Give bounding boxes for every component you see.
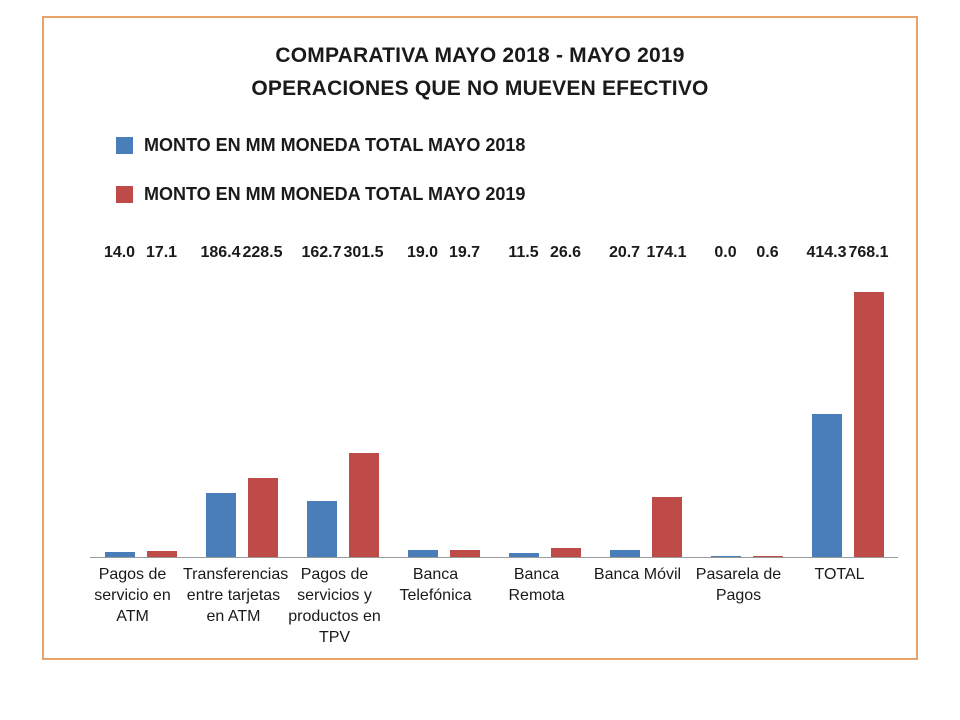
bar-item[interactable] (608, 244, 641, 557)
bar-item[interactable] (200, 244, 241, 557)
category-axis-labels (82, 564, 904, 664)
bar[interactable] (509, 553, 539, 557)
bar-item[interactable] (343, 244, 384, 557)
bar-value-label: 174.1 (646, 244, 687, 261)
bar[interactable] (147, 551, 177, 557)
bar-item[interactable] (103, 244, 136, 557)
bar-value-label: 19.0 (406, 244, 439, 261)
bar-item[interactable] (508, 244, 539, 557)
bar[interactable] (610, 550, 640, 557)
bar-value-label: 26.6 (549, 244, 582, 261)
bar[interactable] (854, 292, 884, 557)
bar-value-label: 414.3 (806, 244, 847, 261)
category-label: Pasarela de Pagos (695, 566, 782, 605)
bar[interactable] (652, 497, 682, 557)
bar-group (797, 244, 898, 557)
bar-group (90, 244, 191, 557)
bar-item[interactable] (448, 244, 481, 557)
bar[interactable] (248, 478, 278, 557)
bar[interactable] (408, 550, 438, 557)
bar-group (292, 244, 393, 557)
legend-label-2018: MONTO EN MM MONEDA TOTAL MAYO 2018 (144, 135, 526, 156)
axis-baseline (90, 557, 898, 558)
category-label: Transferencias entre tarjetas en ATM (183, 566, 289, 626)
bar-group (595, 244, 696, 557)
bar-value-label: 162.7 (301, 244, 342, 261)
bar-value-label: 0.0 (714, 244, 737, 261)
bar-item[interactable] (406, 244, 439, 557)
bar[interactable] (307, 501, 337, 557)
bar-group (494, 244, 595, 557)
bar-item[interactable] (145, 244, 178, 557)
bar-group (191, 244, 292, 557)
bar-item[interactable] (301, 244, 342, 557)
bar-value-label: 0.6 (756, 244, 779, 261)
bar-item[interactable] (242, 244, 283, 557)
legend-swatch-2019 (116, 186, 133, 203)
bar[interactable] (711, 556, 741, 557)
bar[interactable] (450, 550, 480, 557)
bar-value-label: 11.5 (508, 244, 539, 261)
plot-area (52, 244, 910, 558)
chart-title-block (44, 40, 916, 105)
bar-item[interactable] (549, 244, 582, 557)
bar[interactable] (105, 552, 135, 557)
chart-frame (42, 16, 918, 660)
bar-value-label: 228.5 (242, 244, 283, 261)
category-label: Banca Telefónica (399, 566, 472, 605)
bar[interactable] (206, 493, 236, 557)
legend-swatch-2018 (116, 137, 133, 154)
category-label: TOTAL (814, 566, 865, 583)
bar-item[interactable] (711, 244, 741, 557)
bar-item[interactable] (753, 244, 783, 557)
legend-item-2019[interactable] (116, 184, 916, 205)
category-label: Pagos de servicio en ATM (94, 566, 171, 626)
category-label: Pagos de servicios y productos en TPV (288, 566, 381, 647)
bar[interactable] (812, 414, 842, 557)
chart-title: COMPARATIVA MAYO 2018 - MAYO 2019 (275, 44, 685, 67)
bar-value-label: 19.7 (448, 244, 481, 261)
bar[interactable] (753, 556, 783, 557)
chart-legend (44, 135, 916, 205)
bar-group (393, 244, 494, 557)
bar[interactable] (349, 453, 379, 557)
chart-subtitle: OPERACIONES QUE NO MUEVEN EFECTIVO (251, 76, 709, 100)
bar-value-label: 301.5 (343, 244, 384, 261)
legend-item-2018[interactable] (116, 135, 916, 156)
bar-item[interactable] (806, 244, 847, 557)
bar[interactable] (551, 548, 581, 557)
bar-value-label: 186.4 (200, 244, 241, 261)
bar-value-label: 768.1 (848, 244, 889, 261)
bar-group (696, 244, 797, 557)
bar-value-label: 14.0 (103, 244, 136, 261)
category-label: Banca Móvil (593, 566, 682, 583)
bar-item[interactable] (848, 244, 889, 557)
legend-label-2019: MONTO EN MM MONEDA TOTAL MAYO 2019 (144, 184, 526, 205)
bar-item[interactable] (646, 244, 687, 557)
category-label: Banca Remota (508, 566, 565, 605)
bar-value-label: 20.7 (608, 244, 641, 261)
bar-value-label: 17.1 (145, 244, 178, 261)
